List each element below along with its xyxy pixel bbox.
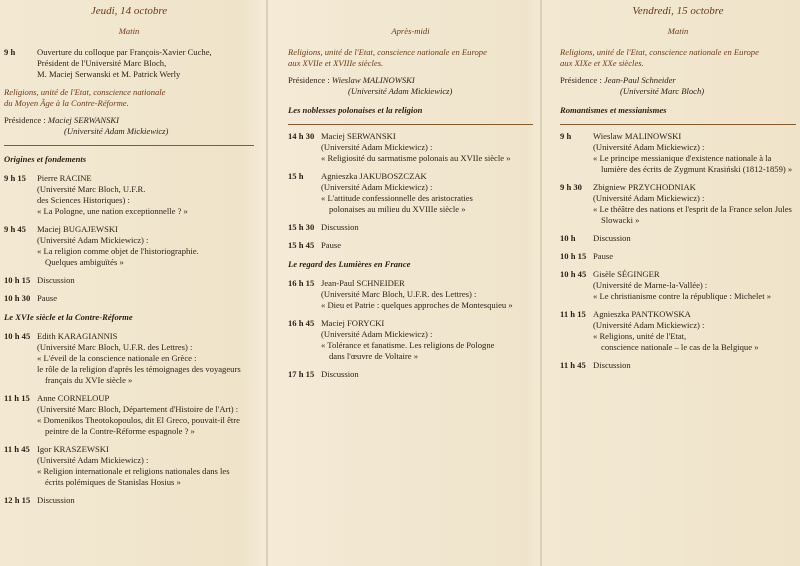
time: 10 h 15 [4,275,31,286]
presidency-label: Présidence : [4,115,46,126]
affiliation: (Université Adam Mickiewicz) : [321,142,433,152]
speaker: Wieslaw MALINOWSKI [593,131,682,142]
presidency-name: Jean-Paul Schneider [603,75,676,86]
talk-title: « Le principe messianique d'existence nationale à la [593,153,772,164]
text-line: aux XVIIe et XVIIIe siècles. [288,58,384,68]
divider [560,124,796,125]
presidency-label: Présidence : [288,75,330,85]
affiliation: (Université Adam Mickiewicz) : [593,142,705,153]
text-line: Pause [37,293,58,304]
time: 11 h 45 [4,444,30,455]
text-line: Discussion [593,360,631,371]
text-line: Pause [321,240,342,250]
schedule-item [4,47,254,80]
presidency-affiliation: (Université Adam Mickiewicz) [64,126,169,137]
schedule-item [288,278,533,311]
day-heading: Jeudi, 14 octobre [90,5,168,17]
speaker: Agnieszka PANTKOWSKA [593,309,691,320]
talk-title: « La religion comme objet de l'historiographie. [37,246,199,257]
schedule-item [560,269,796,302]
theme-title [560,47,796,69]
fold-line [540,0,542,566]
text-line: Ouverture du colloque par François-Xavier Cuche, [37,47,212,58]
talk-title: « L'attitude confessionnelle des aristocraties [321,193,473,203]
text-line: Discussion [321,222,359,232]
time: 10 h 45 [4,331,31,342]
talk-title: « Religiosité du sarmatisme polonais au XVIIe siècle » [321,153,511,163]
talk-title: Slowacki » [601,215,640,226]
text-line: du Moyen Âge à la Contre-Réforme. [4,98,129,109]
presidency-name: Wieslaw MALINOWSKI [331,75,415,85]
schedule-item [560,360,796,371]
talk-title: « Religion internationale et religions nationales dans les [37,466,230,477]
session-heading: Matin [667,26,689,37]
schedule-item [4,393,254,437]
section-title: Les noblesses polonaises et la religion [288,105,423,115]
presidency-name: Maciej SERWANSKI [47,115,120,126]
speaker: Anne CORNELOUP [37,393,110,404]
text-line: Discussion [593,233,631,244]
section-title: Romantismes et messianismes [560,105,667,116]
talk-title: « Religions, unité de l'Etat, [593,331,687,342]
time: 10 h [560,233,576,244]
section-title: Origines et fondements [4,154,87,165]
column-friday [560,0,796,566]
schedule-item [288,171,533,215]
talk-title: français du XVIe siècle » [45,375,133,386]
talk-title: « Le théâtre des nations et l'esprit de la France selon Jules [593,204,792,215]
speaker: Igor KRASZEWSKI [37,444,109,455]
divider [288,124,533,125]
time: 9 h 15 [4,173,26,184]
speaker: Zbigniew PRZYCHODNIAK [593,182,696,193]
column-afternoon [288,0,533,566]
text-line: Discussion [37,275,75,286]
talk-title: le rôle de la religion d'après les témoignages des voyageurs [37,364,241,375]
affiliation: (Université Adam Mickiewicz) : [593,193,705,204]
speaker: Edith KARAGIANNIS [37,331,118,342]
affiliation: (Université Adam Mickiewicz) : [321,182,433,192]
time: 15 h 30 [288,222,315,232]
speaker: Pierre RACINE [37,173,92,184]
affiliation: (Université Adam Mickiewicz) : [37,235,149,246]
section-title: Le regard des Lumières en France [288,259,411,269]
presidency-affiliation: (Université Adam Mickiewicz) [348,86,453,96]
schedule-item [288,131,533,164]
presidency [288,75,533,97]
time: 9 h 30 [560,182,582,193]
affiliation: (Université Marc Bloch, U.F.R. des Lettres) : [37,342,193,353]
schedule-item [288,240,533,251]
affiliation: (Université Marc Bloch, Département d'Histoire de l'Art) : [37,404,239,415]
talk-title: polonaises au milieu du XVIIIe siècle » [329,204,466,214]
talk-title: « Tolérance et fanatisme. Les religions de Pologne [321,340,495,350]
time: 16 h 45 [288,318,315,328]
presidency-affiliation: (Université Marc Bloch) [620,86,705,97]
text-line: Religions, unité de l'Etat, conscience nationale [4,87,166,98]
time: 16 h 15 [288,278,315,288]
divider [4,145,254,146]
text-line: Président de l'Université Marc Bloch, [37,58,167,69]
text-line: Pause [593,251,614,262]
talk-title: « Le christianisme contre la république : Michelet » [593,291,772,302]
talk-title: « Dieu et Patrie : quelques approches de Montesquieu » [321,300,513,310]
time: 10 h 45 [560,269,587,280]
schedule-item [560,309,796,353]
schedule-item [560,131,796,175]
talk-title: écrits polémiques de Stanislas Hosius » [45,477,181,488]
affiliation: (Université Marc Bloch, U.F.R. des Lettres) : [321,289,477,299]
presidency [4,115,254,137]
time: 12 h 15 [4,495,31,506]
time: 10 h 15 [560,251,587,262]
time: 9 h 45 [4,224,26,235]
schedule-item [4,495,254,506]
presidency-label: Présidence : [560,75,602,86]
day-heading: Vendredi, 15 octobre [632,5,724,17]
fold-line [266,0,268,566]
schedule-item [560,233,796,244]
session-heading: Matin [118,26,140,37]
schedule-item [4,275,254,286]
text-line: Religions, unité de l'Etat, conscience nationale en Europe [560,47,759,58]
schedule-item [560,182,796,226]
time: 9 h [4,47,16,58]
affiliation: (Université Adam Mickiewicz) : [321,329,433,339]
speaker: Maciej SERWANSKI [321,131,396,141]
speaker: Jean-Paul SCHNEIDER [321,278,405,288]
affiliation: (Université Adam Mickiewicz) : [37,455,149,466]
speaker: Gisèle SÉGINGER [593,269,660,280]
time: 15 h [288,171,304,181]
speaker: Maciej FORYCKI [321,318,385,328]
affiliation: (Université de Marne-la-Vallée) : [593,280,708,291]
time: 9 h [560,131,572,142]
presidency [560,75,796,97]
talk-title: « La Pologne, une nation exceptionnelle ? » [37,206,188,217]
schedule-item [4,444,254,488]
schedule-item [4,224,254,268]
affiliation: des Sciences Historiques) : [37,195,130,206]
text-line: aux XIXe et XXe siècles. [560,58,644,69]
text-line: Religions, unité de l'Etat, conscience nationale en Europe [288,47,487,57]
time: 11 h 15 [4,393,30,404]
talk-title: lumière des écrits de Zygmunt Krasiński (1812-1859) » [601,164,793,175]
talk-title: Quelques ambiguïtés » [45,257,124,268]
time: 14 h 30 [288,131,315,141]
time: 17 h 15 [288,369,315,379]
affiliation: (Université Adam Mickiewicz) : [593,320,705,331]
theme-title [288,47,533,69]
talk-title: dans l'œuvre de Voltaire » [329,351,419,361]
text-line: Discussion [321,369,359,379]
speaker: Agnieszka JAKUBOSZCZAK [321,171,427,181]
time: 11 h 45 [560,360,586,371]
talk-title: « Domenikos Theotokopoulos, dit El Greco, pouvait-il être [37,415,240,426]
theme-title [4,87,254,109]
time: 10 h 30 [4,293,31,304]
affiliation: (Université Marc Bloch, U.F.R. [37,184,146,195]
schedule-item [4,331,254,386]
section-title: Le XVIe siècle et la Contre-Réforme [4,312,133,323]
time: 11 h 15 [560,309,586,320]
schedule-item [288,222,533,233]
schedule-item [560,251,796,262]
talk-title: peintre de la Contre-Réforme espagnole ? » [45,426,195,437]
talk-title: conscience nationale – le cas de la Belgique » [601,342,759,353]
session-heading: Après-midi [391,26,430,36]
text-line: M. Maciej Serwanski et M. Patrick Werly [37,69,181,80]
time: 15 h 45 [288,240,315,250]
speaker: Maciej BUGAJEWSKI [37,224,118,235]
schedule-item [288,318,533,362]
schedule-item [4,173,254,217]
column-thursday [4,0,254,566]
schedule-item [288,369,533,380]
schedule-item [4,293,254,304]
talk-title: « L'éveil de la conscience nationale en Grèce : [37,353,197,364]
text-line: Discussion [37,495,75,506]
